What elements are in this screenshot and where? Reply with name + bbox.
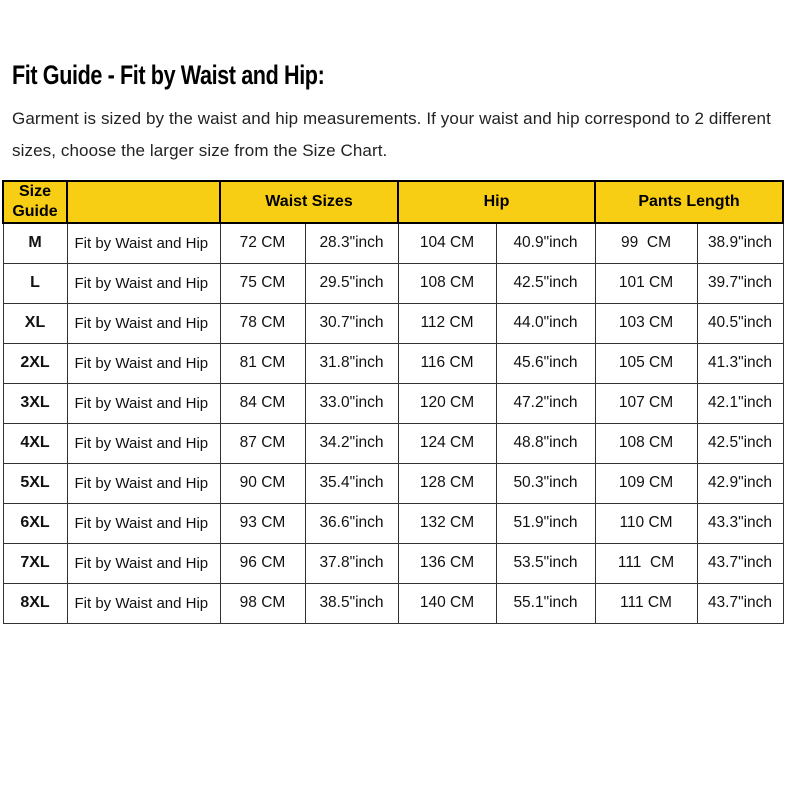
fit-type: Fit by Waist and Hip: [67, 303, 220, 343]
length-cm: 111 CM: [595, 543, 697, 583]
length-inch: 40.5"inch: [697, 303, 783, 343]
size-label: XL: [3, 303, 67, 343]
hip-cm: 136 CM: [398, 543, 496, 583]
waist-cm: 96 CM: [220, 543, 305, 583]
waist-inch: 29.5"inch: [305, 263, 398, 303]
size-label: 6XL: [3, 503, 67, 543]
header-hip: Hip: [398, 181, 595, 223]
waist-cm: 72 CM: [220, 223, 305, 263]
header-size-guide: Size Guide: [3, 181, 67, 223]
waist-cm: 87 CM: [220, 423, 305, 463]
fit-type: Fit by Waist and Hip: [67, 383, 220, 423]
hip-cm: 128 CM: [398, 463, 496, 503]
fit-type: Fit by Waist and Hip: [67, 263, 220, 303]
waist-inch: 38.5"inch: [305, 583, 398, 623]
waist-cm: 84 CM: [220, 383, 305, 423]
table-row: [3, 223, 783, 263]
table-row: [3, 463, 783, 503]
fit-type: Fit by Waist and Hip: [67, 343, 220, 383]
fit-type: Fit by Waist and Hip: [67, 543, 220, 583]
hip-cm: 124 CM: [398, 423, 496, 463]
length-inch: 43.3"inch: [697, 503, 783, 543]
hip-cm: 120 CM: [398, 383, 496, 423]
hip-cm: 112 CM: [398, 303, 496, 343]
fit-description-line-2: sizes, choose the larger size from the Size Chart.: [12, 141, 388, 160]
waist-cm: 98 CM: [220, 583, 305, 623]
length-cm: 108 CM: [595, 423, 697, 463]
hip-cm: 140 CM: [398, 583, 496, 623]
fit-type: Fit by Waist and Hip: [67, 223, 220, 263]
table-row: [3, 583, 783, 623]
hip-inch: 50.3"inch: [496, 463, 595, 503]
waist-inch: 30.7"inch: [305, 303, 398, 343]
fit-type: Fit by Waist and Hip: [67, 463, 220, 503]
length-cm: 103 CM: [595, 303, 697, 343]
waist-cm: 81 CM: [220, 343, 305, 383]
length-inch: 43.7"inch: [697, 583, 783, 623]
table-row: [3, 383, 783, 423]
fit-type: Fit by Waist and Hip: [67, 583, 220, 623]
waist-inch: 36.6"inch: [305, 503, 398, 543]
page-title: Fit Guide - Fit by Waist and Hip:: [12, 60, 325, 90]
hip-cm: 104 CM: [398, 223, 496, 263]
waist-cm: 75 CM: [220, 263, 305, 303]
table-row: [3, 303, 783, 343]
size-label: 8XL: [3, 583, 67, 623]
hip-inch: 40.9"inch: [496, 223, 595, 263]
waist-cm: 78 CM: [220, 303, 305, 343]
length-cm: 110 CM: [595, 503, 697, 543]
size-label: 7XL: [3, 543, 67, 583]
length-inch: 38.9"inch: [697, 223, 783, 263]
fit-description-line-1: Garment is sized by the waist and hip measurements. If your waist and hip correspond to 2 different: [12, 109, 771, 128]
length-inch: 42.9"inch: [697, 463, 783, 503]
hip-inch: 42.5"inch: [496, 263, 595, 303]
fit-description: [12, 103, 796, 167]
length-cm: 111 CM: [595, 583, 697, 623]
hip-inch: 53.5"inch: [496, 543, 595, 583]
waist-inch: 35.4"inch: [305, 463, 398, 503]
waist-inch: 37.8"inch: [305, 543, 398, 583]
header-pants-length: Pants Length: [595, 181, 783, 223]
table-row: [3, 263, 783, 303]
length-cm: 109 CM: [595, 463, 697, 503]
hip-cm: 116 CM: [398, 343, 496, 383]
length-cm: 101 CM: [595, 263, 697, 303]
hip-inch: 47.2"inch: [496, 383, 595, 423]
hip-cm: 132 CM: [398, 503, 496, 543]
hip-cm: 108 CM: [398, 263, 496, 303]
table-header-row: [3, 181, 783, 223]
size-label: 3XL: [3, 383, 67, 423]
table-row: [3, 503, 783, 543]
size-label: 5XL: [3, 463, 67, 503]
hip-inch: 44.0"inch: [496, 303, 595, 343]
table-row: [3, 423, 783, 463]
size-label: M: [3, 223, 67, 263]
length-cm: 99 CM: [595, 223, 697, 263]
table-row: [3, 343, 783, 383]
length-inch: 42.5"inch: [697, 423, 783, 463]
waist-inch: 28.3"inch: [305, 223, 398, 263]
hip-inch: 51.9"inch: [496, 503, 595, 543]
fit-type: Fit by Waist and Hip: [67, 423, 220, 463]
waist-inch: 34.2"inch: [305, 423, 398, 463]
size-chart-table: [2, 180, 784, 624]
length-inch: 41.3"inch: [697, 343, 783, 383]
hip-inch: 55.1"inch: [496, 583, 595, 623]
hip-inch: 48.8"inch: [496, 423, 595, 463]
length-inch: 43.7"inch: [697, 543, 783, 583]
length-inch: 39.7"inch: [697, 263, 783, 303]
header-fit-column: [67, 181, 220, 223]
header-waist-sizes: Waist Sizes: [220, 181, 398, 223]
length-inch: 42.1"inch: [697, 383, 783, 423]
hip-inch: 45.6"inch: [496, 343, 595, 383]
waist-inch: 33.0"inch: [305, 383, 398, 423]
size-label: 4XL: [3, 423, 67, 463]
waist-inch: 31.8"inch: [305, 343, 398, 383]
waist-cm: 90 CM: [220, 463, 305, 503]
length-cm: 107 CM: [595, 383, 697, 423]
fit-type: Fit by Waist and Hip: [67, 503, 220, 543]
size-label: 2XL: [3, 343, 67, 383]
length-cm: 105 CM: [595, 343, 697, 383]
size-label: L: [3, 263, 67, 303]
waist-cm: 93 CM: [220, 503, 305, 543]
table-row: [3, 543, 783, 583]
